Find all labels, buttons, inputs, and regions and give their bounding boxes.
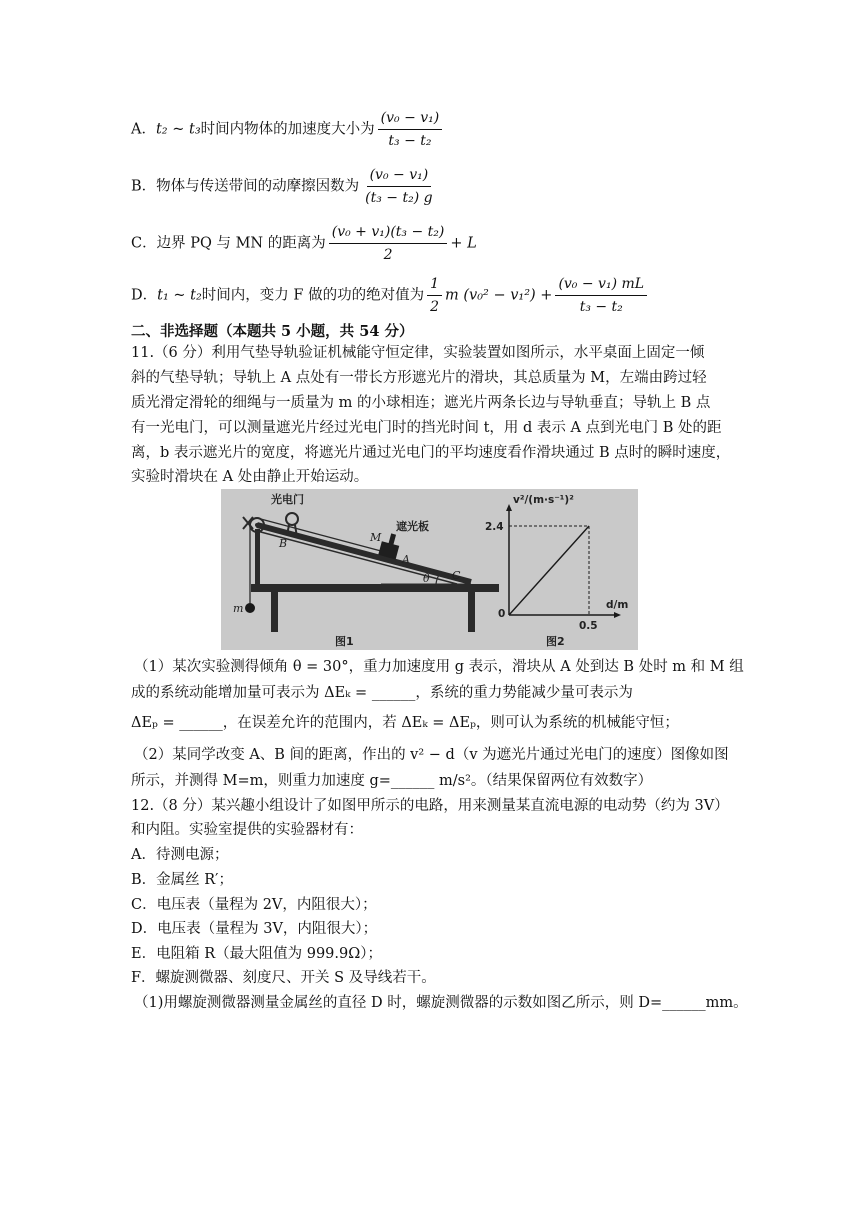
pulley-axle [255, 523, 259, 527]
option-c-prefix: C． [131, 235, 157, 252]
table-top [251, 584, 499, 592]
table-leg-right [468, 592, 475, 632]
q11-line-2: 斜的气垫导轨；导轨上 A 点处有一带长方形遮光片的滑块，其总质量为 M，左端由跨过轻 [131, 370, 707, 386]
q12-item-f: F．螺旋测微器、刻度尺、开关 S 及导线若干。 [131, 970, 436, 986]
x-tick-label-max: 0.5 [579, 620, 598, 632]
option-d-text: 时间内，变力 F 做的功的绝对值为 [201, 287, 425, 304]
q11-line-1: 11.（6 分）利用气垫导轨验证机械能守恒定律，实验装置如图所示，水平桌面上固定一倾 [131, 345, 705, 361]
q11-sub2-line-1: （2）某同学改变 A、B 间的距离，作出的 v² − d（v 为遮光片通过光电门的速度）图像如图 [134, 747, 729, 763]
option-b-text: 物体与传送带间的动摩擦因数为 [156, 178, 360, 195]
q11-sub1-line-3: ΔEₚ = ______，在误差允许的范围内，若 ΔEₖ = ΔEₚ，则可认为系统的机械能守恒； [131, 715, 679, 731]
origin-label: 0 [498, 608, 506, 620]
ball-m [245, 603, 255, 613]
option-c-fraction: $\frac{\text{(v₀ + v₁)(t₃ − t₂)}}{2}$ [329, 222, 448, 265]
x-axis-arrow-icon [614, 612, 621, 618]
q12-item-d: D．电压表（量程为 3V，内阻很大）； [131, 921, 378, 937]
option-d-half: $\frac{1}{2}$ [427, 274, 442, 317]
x-axis-label: d/m [606, 599, 629, 611]
y-tick-label-max: 2.4 [485, 521, 504, 533]
q11-line-3: 质光滑定滑轮的细绳与一质量为 m 的小球相连；遮光片两条长边与导轨垂直；导轨上 B 点 [131, 395, 711, 411]
option-d [131, 274, 650, 317]
q12-line-1: 12.（8 分）某兴趣小组设计了如图甲所示的电路，用来测量某直流电源的电动势（约为 3V） [131, 798, 729, 814]
fig2-caption: 图2 [546, 635, 565, 648]
option-a [131, 108, 445, 151]
option-d-fraction: $\frac{\text{(v₀ − v₁) mL}}{\text{t₃ − t₂}}$ [555, 274, 647, 317]
option-a-fraction: $\frac{\text{(v₀ − v₁)}}{\text{t₃ − t₂}}$ [378, 108, 443, 151]
label-m: m [233, 602, 244, 615]
q11-sub2-line-2: 所示，并测得 M=m，则重力加速度 g=______ m/s²。（结果保留两位有效数字） [131, 773, 653, 789]
option-a-text: 时间内物体的加速度大小为 [200, 121, 375, 138]
q11-line-6: 实验时滑块在 A 处由静止开始运动。 [131, 469, 369, 485]
option-d-prefix: D． [131, 287, 158, 304]
option-d-mid: m (v₀² − v₁²) + [445, 287, 553, 304]
slider-block [378, 532, 402, 560]
label-mass-big: M [370, 531, 382, 544]
table-leg-left [271, 592, 278, 632]
q12-item-a: A．待测电源； [131, 847, 229, 863]
q11-sub1-line-2: 成的系统动能增加量可表示为 ΔEₖ = ______，系统的重力势能减少量可表示为 [131, 685, 633, 701]
y-axis-label: v²/(m·s⁻¹)² [513, 494, 574, 506]
option-a-prefix: A． [131, 121, 156, 138]
incline-rail [257, 525, 471, 582]
option-c-tail: + L [450, 235, 477, 252]
option-c [131, 222, 477, 265]
data-series-line [509, 526, 589, 615]
figure-svg [221, 489, 638, 650]
v2-d-chart [485, 494, 628, 648]
y-axis-arrow-icon [506, 504, 512, 511]
option-b-fraction: $\frac{\text{(v₀ − v₁)}}{\text{(t₃ − t₂) g}}$ [365, 167, 433, 206]
q12-item-c: C．电压表（量程为 2V，内阻很大）； [131, 897, 377, 913]
label-b: B [279, 537, 288, 550]
option-b-prefix: B． [131, 178, 157, 195]
section-title: 二、非选择题（本题共 5 小题，共 54 分） [131, 323, 414, 340]
q12-sub1: （1)用螺旋测微器测量金属丝的直径 D 时，螺旋测微器的示数如图乙所示，则 D=______mm。 [134, 995, 748, 1011]
q11-sub1-line-1: （1）某次实验测得倾角 θ = 30°，重力加速度用 g 表示，滑块从 A 处到达 B 处时 m 和 M 组 [134, 659, 744, 675]
q12-line-2: 和内阻。实验室提供的实验器材有： [131, 822, 363, 838]
q11-figure [221, 489, 638, 650]
q12-item-b: B．金属丝 R′； [131, 872, 233, 888]
post [255, 529, 260, 585]
q11-line-5: 离，b 表示遮光片的宽度，将遮光片通过光电门的平均速度看作滑块通过 B 点时的瞬时速度， [131, 445, 731, 461]
option-a-range: t₂ ~ t₃ [155, 121, 201, 138]
clamp-icon [243, 517, 253, 529]
photogate-icon [286, 513, 298, 525]
label-theta: θ [423, 572, 430, 585]
option-d-range: t₁ ~ t₂ [157, 287, 202, 304]
q12-item-e: E．电阻箱 R（最大阻值为 999.9Ω）； [131, 946, 383, 962]
shading-plate [388, 533, 396, 545]
apparatus-diagram [233, 492, 499, 648]
label-c: C [452, 569, 461, 582]
option-c-text: 边界 PQ 与 MN 的距离为 [156, 235, 326, 252]
option-b [131, 165, 439, 208]
q11-line-4: 有一光电门，可以测量遮光片经过光电门时的挡光时间 t，用 d 表示 A 点到光电门 B 处的距 [131, 420, 722, 436]
label-a: A [402, 553, 410, 566]
string-incline [257, 518, 381, 551]
label-photogate: 光电门 [271, 493, 304, 506]
fig1-caption: 图1 [335, 635, 354, 648]
label-plate: 遮光板 [396, 520, 429, 533]
